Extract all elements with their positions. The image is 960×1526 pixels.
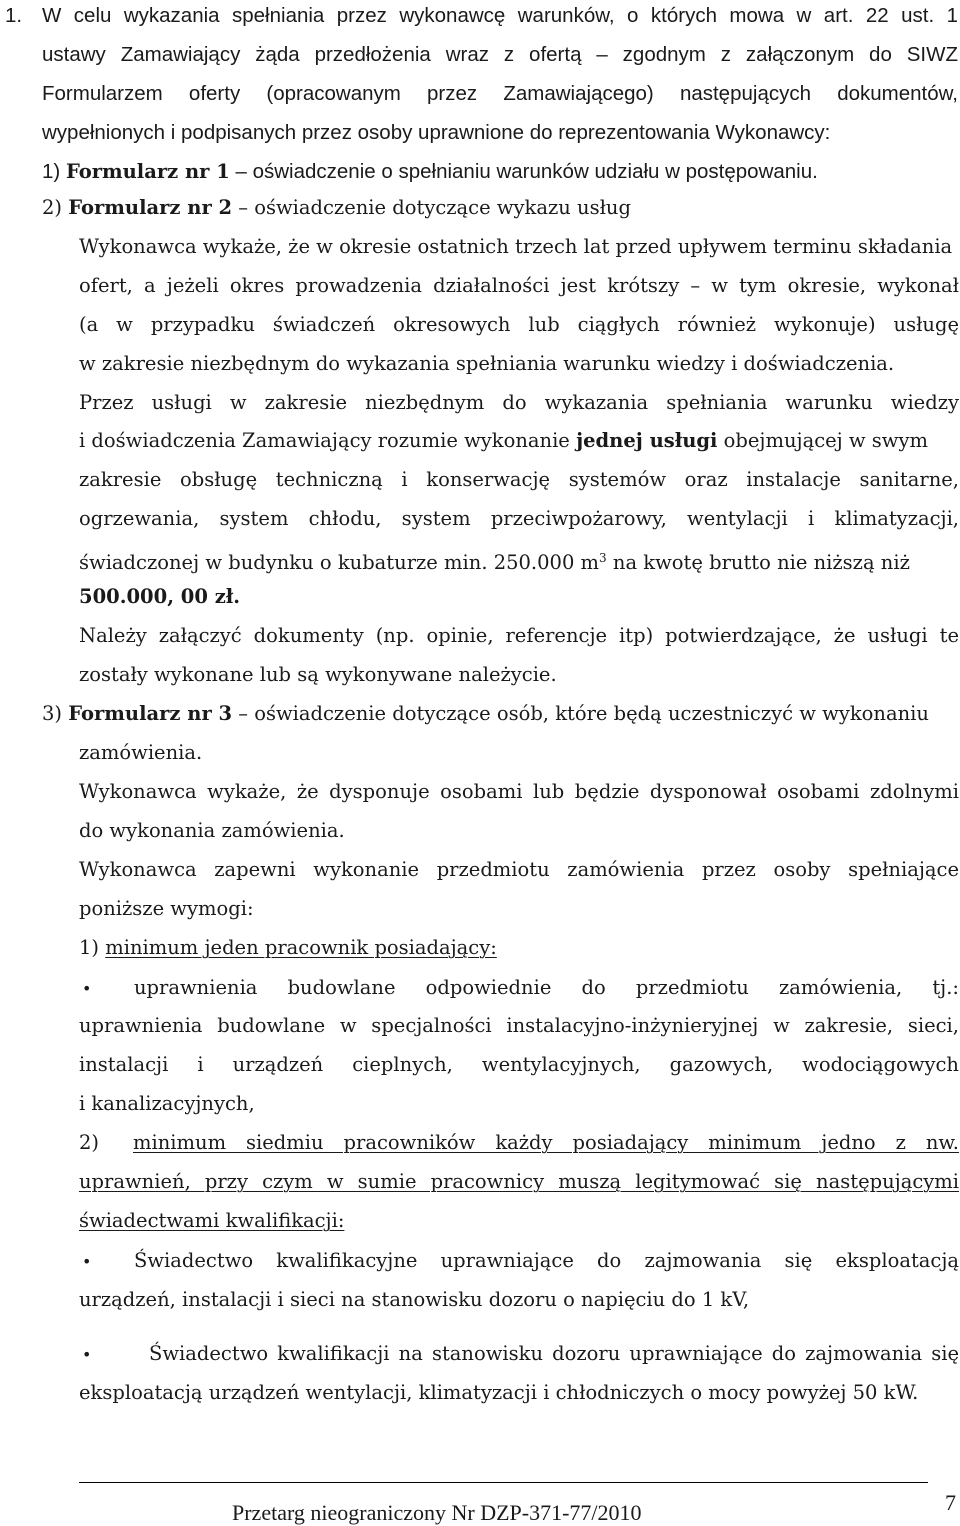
item1-line: [42, 159, 818, 185]
item3-para1-line-2: do wykonania zamówienia.: [79, 819, 345, 842]
item2-para2-line-4: ogrzewania, system chłodu, system przeciwpożarowy, wentylacji i klimatyzacji,: [79, 507, 959, 530]
item2-para2-line-1: Przez usługi w zakresie niezbędnym do wykazania spełniania warunku wiedzy: [79, 391, 959, 414]
req1-line-1: uprawnienia budowlane odpowiednie do przedmiotu zamówienia, tj.:: [134, 976, 959, 999]
cubic-superscript: 3: [599, 551, 607, 565]
page-number: 7: [945, 1490, 956, 1515]
section-line-1: W celu wykazania spełniania przez wykonawcę warunków, o których mowa w art. 22 ust. 1: [42, 4, 958, 27]
req1-bullet: •: [82, 979, 92, 998]
req2-b1-line-2: urządzeń, instalacji i sieci na stanowisku dozoru o napięciu do 1 kV,: [79, 1288, 750, 1311]
item2-number: 2): [42, 196, 63, 219]
req2-bullet-2: •: [82, 1345, 92, 1364]
item2-line: [42, 195, 631, 221]
req1-line-3: instalacji i urządzeń cieplnych, wentylacyjnych, gazowych, wodociągowych: [79, 1053, 959, 1076]
item2-para1-line-4: w zakresie niezbędnym do wykazania spełniania warunku wiedzy i doświadczenia.: [79, 352, 895, 375]
item3-para2-line-2: poniższe wymogi:: [79, 897, 254, 920]
item2-amount: 500.000, 00 zł.: [79, 585, 241, 608]
item3-text-cont: zamówienia.: [79, 741, 203, 764]
item2-para1-line-1: Wykonawca wykaże, że w okresie ostatnich trzech lat przed upływem terminu składania: [79, 235, 953, 258]
item2-para2-line-5: [79, 545, 910, 576]
req2-label-line-3: świadectwami kwalifikacji:: [79, 1209, 345, 1232]
item1-number: 1): [42, 160, 61, 183]
section-line-4: wypełnionych i podpisanych przez osoby uprawnione do reprezentowania Wykonawcy:: [42, 121, 831, 144]
item1-title: Formularz nr 1: [65, 160, 230, 183]
item3-line: [42, 701, 929, 727]
item3-number: 3): [42, 702, 63, 725]
item2-para2-line-2: [79, 428, 928, 454]
item2-para2-line-2-post: obejmującej w swym: [723, 429, 929, 452]
section-line-2: ustawy Zamawiający żąda przedłożenia wraz z ofertą – zgodnym z załączonym do SIWZ: [42, 43, 958, 66]
item2-para3-line-1: Należy załączyć dokumenty (np. opinie, referencje itp) potwierdzające, że usługi te: [79, 624, 959, 647]
item3-para1-line-1: Wykonawca wykaże, że dysponuje osobami lub będzie dysponował osobami zdolnymi: [79, 780, 959, 803]
req2-b2-line-1: Świadectwo kwalifikacji na stanowisku dozoru uprawniające do zajmowania się: [149, 1342, 959, 1365]
item3-para2-line-1: Wykonawca zapewni wykonanie przedmiotu zamówienia przez osoby spełniające: [79, 858, 959, 881]
req2-b2-line-2: eksploatacją urządzeń wentylacji, klimatyzacji i chłodniczych o mocy powyżej 50 kW.: [79, 1381, 919, 1404]
footer-rule: [79, 1482, 928, 1483]
item2-para1-line-3: (a w przypadku świadczeń okresowych lub ciągłych również wykonuje) usługę: [79, 313, 959, 336]
item2-para1-line-2: ofert, a jeżeli okres prowadzenia działalności jest krótszy – w tym okresie, wykonał: [79, 274, 959, 297]
item2-para2-emphasis: jednej usługi: [576, 429, 718, 452]
item3-text: – oświadczenie dotyczące osób, które będą uczestniczyć w wykonaniu: [238, 702, 929, 725]
item2-para2-line-5-post: na kwotę brutto nie niższą niż: [612, 551, 910, 574]
item2-para3-line-2: zostały wykonane lub są wykonywane należycie.: [79, 663, 557, 686]
req2-number: 2): [79, 1131, 100, 1154]
item1-text: – oświadczenie o spełnianiu warunków udziału w postępowaniu.: [235, 160, 818, 183]
section-number: 1.: [5, 4, 23, 27]
item2-text: – oświadczenie dotyczące wykazu usług: [238, 196, 631, 219]
req1-number: 1): [79, 936, 100, 959]
req2-label-line-1: minimum siedmiu pracowników każdy posiadający minimum jedno z nw.: [133, 1131, 959, 1154]
req1-line-4: i kanalizacyjnych,: [79, 1092, 255, 1115]
req2-bullet-1: •: [82, 1252, 92, 1271]
footer-text: Przetarg nieograniczony Nr DZP-371-77/2010: [232, 1500, 642, 1525]
req2-b1-line-1: Świadectwo kwalifikacyjne uprawniające do zajmowania się eksploatacją: [134, 1249, 959, 1272]
section-line-3: Formularzem oferty (opracowanym przez Zamawiającego) następujących dokumentów,: [42, 82, 958, 105]
req1-line: [79, 935, 497, 961]
req1-label: minimum jeden pracownik posiadający:: [105, 936, 497, 959]
item2-para2-line-5-pre: świadczonej w budynku o kubaturze min. 250.000 m: [79, 551, 600, 574]
item2-para2-line-2-pre: i doświadczenia Zamawiający rozumie wykonanie: [79, 429, 570, 452]
item2-title: Formularz nr 2: [68, 196, 233, 219]
item3-title: Formularz nr 3: [68, 702, 233, 725]
item2-para2-line-3: zakresie obsługę techniczną i konserwację systemów oraz instalacje sanitarne,: [79, 468, 959, 491]
req2-label-line-2: uprawnień, przy czym w sumie pracownicy muszą legitymować się następującymi: [79, 1170, 959, 1193]
req1-line-2: uprawnienia budowlane w specjalności instalacyjno-inżynieryjnej w zakresie, sieci,: [79, 1014, 959, 1037]
